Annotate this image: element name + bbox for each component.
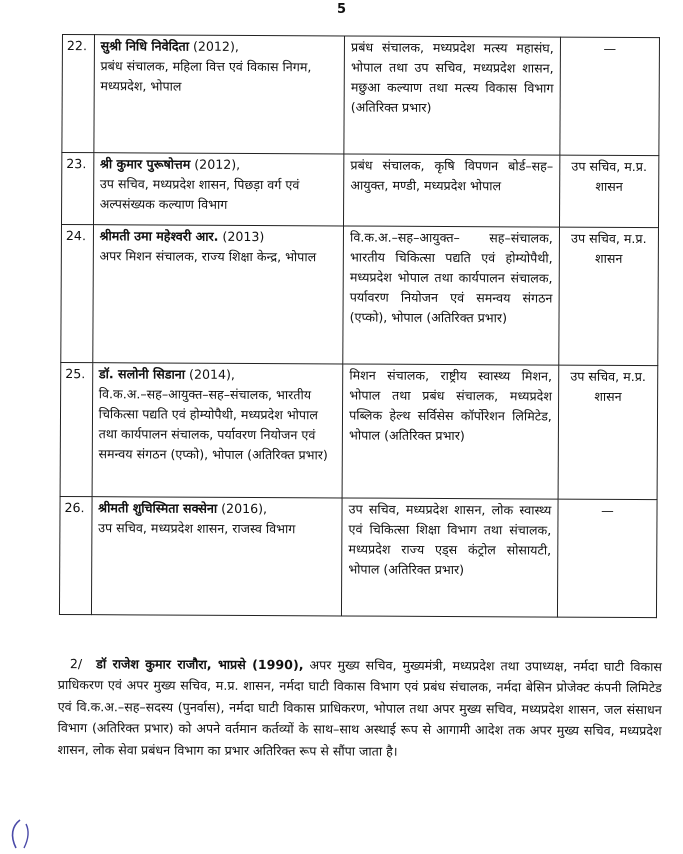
serial-number: 22. bbox=[62, 35, 94, 153]
officer-cell bbox=[92, 225, 343, 364]
serial-number: 23. bbox=[62, 153, 94, 225]
officer-name: डॉ. सलोनी सिडाना bbox=[98, 366, 186, 382]
serial-number: 24. bbox=[61, 225, 93, 363]
new-posting: प्रबंध संचालक, मध्यप्रदेश मत्स्य महासंघ, भोपाल तथा उप सचिव, मध्यप्रदेश शासन, मछुआ कल्याण तथा मत्स्य विकास विभाग (अतिरिक्त प्रभार) bbox=[344, 36, 560, 155]
officer-name: श्री कुमार पुरूषोत्तम bbox=[99, 156, 191, 172]
ex-officio-post: उप सचिव, म.प्र. शासन bbox=[559, 155, 659, 228]
table-row bbox=[62, 153, 659, 228]
table-row bbox=[62, 35, 660, 156]
table-row bbox=[60, 362, 658, 499]
officer-batch-year: (2014), bbox=[185, 366, 235, 382]
officer-current-post: प्रबंध संचालक, महिला वित्त एवं विकास निगम, मध्यप्रदेश, भोपाल bbox=[100, 58, 312, 94]
officer-name: श्रीमती उमा महेश्वरी आर. bbox=[99, 228, 219, 244]
new-posting: वि.क.अ.–सह–आयुक्त– सह–संचालक, भारतीय चिकित्सा पद्यति एवं होम्योपैथी, मध्यप्रदेश भोपाल तथा कार्यपालन संचालक, पर्यावरण नियोजन एवं समन्वय संगठन (एप्को), भोपाल (अतिरिक्त प्रभार) bbox=[343, 226, 559, 365]
officer-current-post: उप सचिव, मध्यप्रदेश शासन, पिछड़ा वर्ग एवं अल्पसंख्यक कल्याण विभाग bbox=[99, 176, 300, 212]
table-row bbox=[61, 225, 659, 366]
officer-batch-year: (2012), bbox=[188, 38, 239, 54]
paragraph-text: अपर मुख्य सचिव, मुख्यमंत्री, मध्यप्रदेश तथा उपाध्यक्ष, नर्मदा घाटी विकास प्राधिकरण एवं अपर मुख्य सचिव, म.प्र. शासन, नर्मदा घाटी विकास विभाग एवं प्रबंध संचालक, नर्मदा बेसिन प्रोजेक्ट कंपनी लिमिटेड एवं वि.क.अ.–सह–सदस्य (पुनर्वास), नर्मदा घाटी विकास प्राधिकरण, भोपाल तथा अपर मुख्य सचिव, मध्यप्रदेश शासन, जल संसाधन विभाग (अतिरिक्त प्रभार) को अपने वर्तमान कर्तव्यों के साथ–साथ अस्थाई रूप से आगामी आदेश तक अपर मुख्य सचिव, मध्यप्रदेश शासन, लोक सेवा प्रबंधन विभाग का प्रभार अतिरिक्त रूप से सौंपा जाता है। bbox=[57, 657, 662, 759]
new-posting: उप सचिव, मध्यप्रदेश शासन, लोक स्वास्थ्य एवं चिकित्सा शिक्षा विभाग तथा संचालक, मध्यप्रदेश राज्य एड्स कंट्रोल सोसायटी, भोपाल (अतिरिक्त प्रभार) bbox=[342, 498, 558, 617]
officer-name: सुश्री निधि निवेदिता bbox=[100, 38, 190, 54]
table-row bbox=[59, 496, 657, 617]
officer-current-post: उप सचिव, मध्यप्रदेश शासन, राजस्व विभाग bbox=[98, 520, 296, 537]
paragraph-officer-name: डॉ राजेश कुमार राजौरा, भाप्रसे (1990), bbox=[96, 656, 304, 673]
officer-cell bbox=[91, 497, 342, 616]
transfer-order-table bbox=[59, 34, 660, 618]
new-posting: प्रबंध संचालक, कृषि विपणन बोर्ड–सह–आयुक्त, मण्डी, मध्यप्रदेश भोपाल bbox=[344, 154, 560, 227]
officer-current-post: वि.क.अ.–सह–आयुक्त–सह–संचालक, भारतीय चिकित्सा पद्यति एवं होम्योपैथी, मध्यप्रदेश भोपाल तथा कार्यपालन संचालक, पर्यावरण नियोजन एवं समन्वय संगठन (एप्को), भोपाल (अतिरिक्त प्रभार) bbox=[98, 386, 328, 463]
serial-number: 26. bbox=[59, 496, 91, 614]
ex-officio-post: उप सचिव, म.प्र. शासन bbox=[558, 365, 658, 500]
officer-batch-year: (2012), bbox=[190, 156, 241, 172]
paragraph-number: 2/ bbox=[69, 656, 83, 672]
officer-cell bbox=[93, 153, 344, 226]
officer-cell bbox=[92, 363, 343, 498]
order-paragraph bbox=[57, 653, 662, 763]
ex-officio-post: उप सचिव, म.प्र. शासन bbox=[559, 227, 659, 366]
officer-name: श्रीमती शुचिस्मिता सक्सेना bbox=[98, 500, 218, 516]
serial-number: 25. bbox=[60, 362, 92, 496]
officer-batch-year: (2013) bbox=[218, 228, 265, 245]
officer-cell bbox=[94, 35, 345, 154]
signature-mark-icon bbox=[6, 818, 36, 854]
new-posting: मिशन संचालक, राष्ट्रीय स्वास्थ्य मिशन, भोपाल तथा प्रबंध संचालक, मध्यप्रदेश पब्लिक हेल्थ सर्विसेस कॉर्पोरेशन लिमिटेड, भोपाल (अतिरिक्त प्रभार) bbox=[342, 364, 558, 499]
officer-current-post: अपर मिशन संचालक, राज्य शिक्षा केन्द्र, भोपाल bbox=[99, 248, 317, 265]
officer-batch-year: (2016), bbox=[217, 500, 268, 517]
ex-officio-post: — bbox=[557, 499, 657, 618]
ex-officio-post: — bbox=[560, 37, 660, 156]
table-body bbox=[59, 35, 659, 618]
page-number: 5 bbox=[336, 2, 347, 17]
